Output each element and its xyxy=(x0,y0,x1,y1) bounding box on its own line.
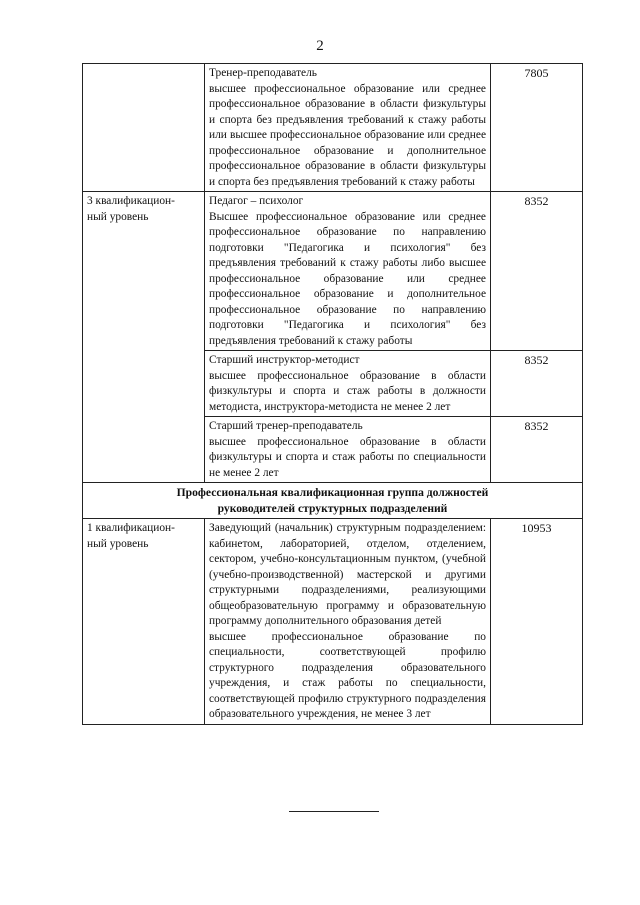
salary-value: 10953 xyxy=(491,519,583,725)
qualification-level-label: 1 квалификацион- xyxy=(87,522,175,534)
position-requirements: высшее профессиональное образование в области физкультуры и спорта и стаж работы по специальности не менее 2 лет xyxy=(209,435,486,479)
qualification-level-cell xyxy=(83,192,205,483)
group-header xyxy=(83,483,583,519)
qualification-level-cell xyxy=(83,64,205,192)
salary-value: 8352 xyxy=(491,192,583,351)
table-row xyxy=(83,192,583,351)
position-title: Тренер-преподаватель xyxy=(209,67,317,79)
salary-value: 7805 xyxy=(491,64,583,192)
position-description-cell xyxy=(205,519,491,725)
table-row xyxy=(83,519,583,725)
footer-divider xyxy=(289,811,379,812)
position-title: Старший инструктор-методист xyxy=(209,354,360,366)
position-requirements: высшее профессиональное образование в области физкультуры и спорта и стаж работы в должности методиста, инструктора-методиста не менее 2 лет xyxy=(209,369,486,413)
qualification-level-label: ный уровень xyxy=(87,537,149,550)
qualification-level-cell xyxy=(83,519,205,725)
salary-value: 8352 xyxy=(491,351,583,417)
position-requirements: Высшее профессиональное образование или среднее профессиональное образование по направлению подготовки "Педагогика и психология" без предъявления требований к стажу работы либо высшее профессиональное образование или среднее профессиональное образование и дополнительное профессиональное образование по направлению подготовки "Педагогика и психология" без предъявления требований к стажу работы xyxy=(209,210,486,347)
page-number: 2 xyxy=(316,38,324,54)
table-row xyxy=(83,64,583,192)
position-description-cell xyxy=(205,64,491,192)
group-header-line: руководителей структурных подразделений xyxy=(217,502,448,515)
position-description-cell xyxy=(205,192,491,351)
position-description-cell xyxy=(205,417,491,483)
position-description-cell xyxy=(205,351,491,417)
position-title: Заведующий (начальник) структурным подразделением: кабинетом, лабораторией, отделом, отделением, сектором, учебно-консультационным пунктом, (учебной (учебно-производственной) мастерской и другими структурными подразделениями, реализующими общеобразовательную программу и образовательную программу дополнительного образования детей xyxy=(209,522,486,627)
group-header-row xyxy=(83,483,583,519)
salary-value: 8352 xyxy=(491,417,583,483)
position-title: Педагог – психолог xyxy=(209,195,304,207)
position-requirements: высшее профессиональное образование или среднее профессиональное образование в области физкультуры и спорта без предъявления требований к стажу работы или высшее профессиональное образование или среднее профессиональное образование и дополнительное профессиональное образование в области физкультуры и спорта без предъявления требований к стажу работы xyxy=(209,82,486,188)
position-requirements: высшее профессиональное образование по специальности, соответствующей профилю структурного подразделения образовательного учреждения, и стаж работы по специальности, соответствующей профилю структурного подразделения образовательного учреждения, не менее 3 лет xyxy=(209,630,486,720)
qualification-level-label: ный уровень xyxy=(87,210,149,223)
qualification-level-label: 3 квалификацион- xyxy=(87,195,175,207)
position-title: Старший тренер-преподаватель xyxy=(209,420,363,432)
salary-table xyxy=(82,63,583,725)
group-header-line: Профессиональная квалификационная группа должностей xyxy=(176,486,489,499)
